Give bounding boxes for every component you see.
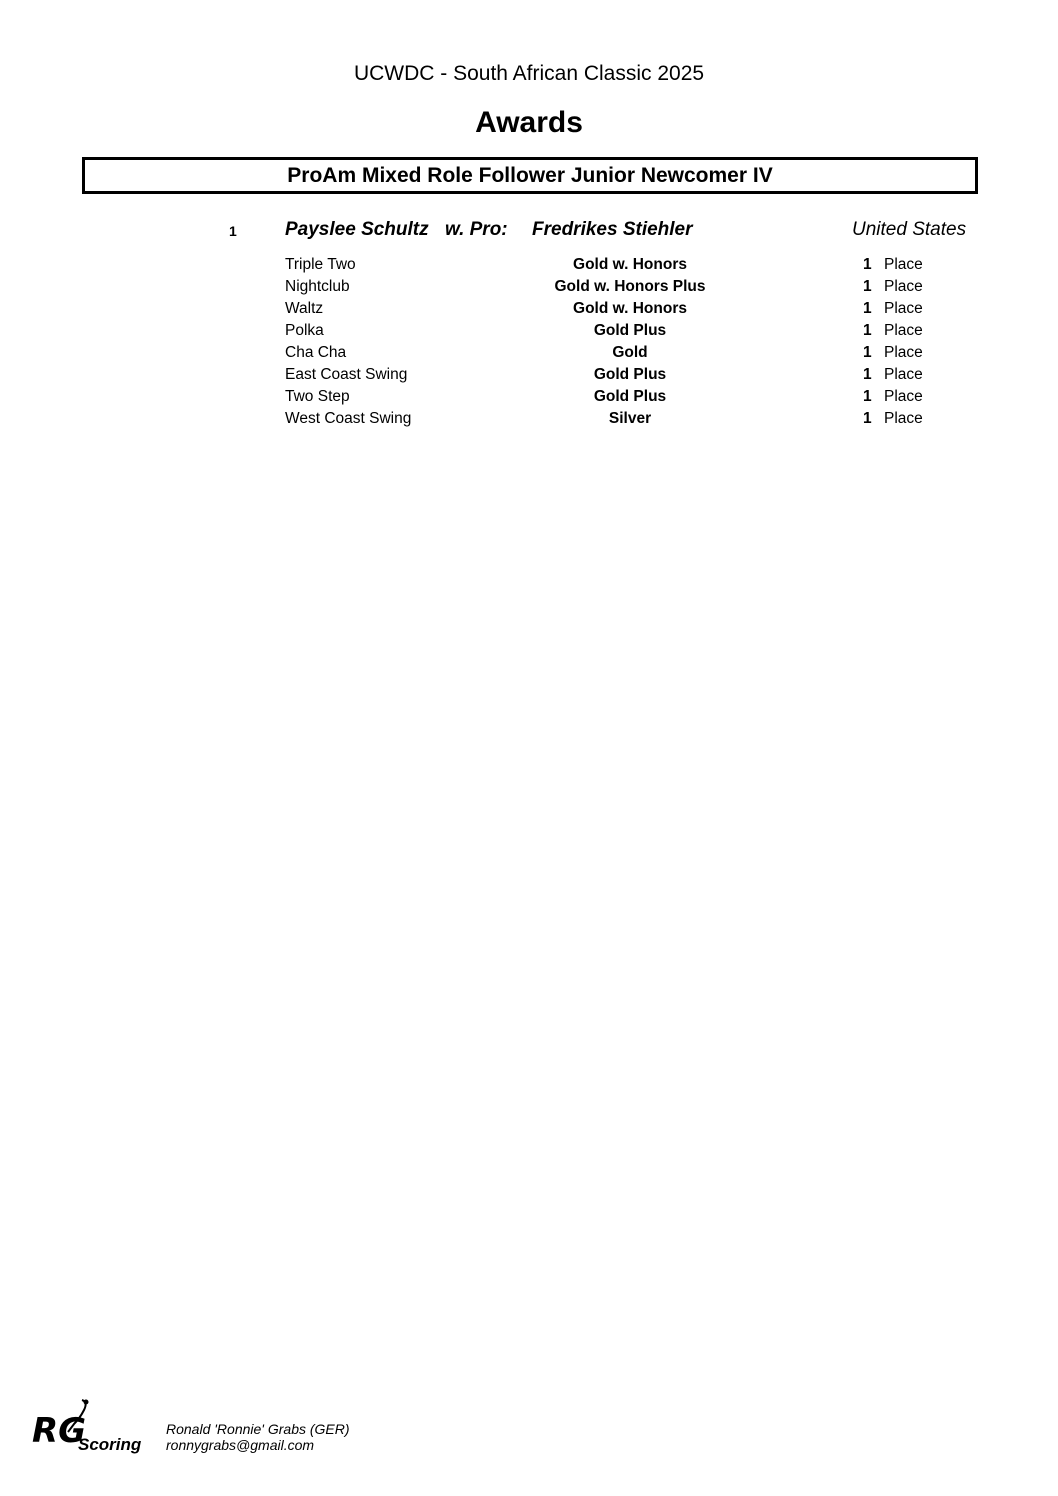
- result-place-label: Place: [884, 388, 923, 405]
- result-place: 1: [863, 300, 872, 317]
- result-dance: West Coast Swing: [285, 410, 412, 427]
- entry-name: Payslee Schultz: [285, 219, 429, 240]
- result-dance: Two Step: [285, 388, 350, 405]
- result-place-label: Place: [884, 344, 923, 361]
- footer-email: ronnygrabs@gmail.com: [166, 1437, 315, 1453]
- entry-header: [0, 219, 1058, 243]
- rg-scoring-logo: [30, 1398, 155, 1458]
- result-place: 1: [863, 278, 872, 295]
- result-award: Gold Plus: [593, 388, 667, 405]
- result-dance: Waltz: [285, 300, 324, 317]
- result-award: Silver: [608, 410, 652, 427]
- result-row: [0, 278, 1058, 300]
- result-award: Gold w. Honors: [573, 256, 687, 273]
- result-place: 1: [863, 366, 872, 383]
- result-row: [0, 410, 1058, 432]
- result-award: Gold: [612, 344, 648, 361]
- result-row: [0, 366, 1058, 388]
- result-row: [0, 256, 1058, 278]
- result-place-label: Place: [884, 366, 923, 383]
- results-list: [0, 256, 1058, 432]
- category-title: ProAm Mixed Role Follower Junior Newcomer IV: [82, 157, 978, 194]
- result-dance: Nightclub: [285, 278, 350, 295]
- result-row: [0, 388, 1058, 410]
- footer-credit: [166, 1421, 350, 1453]
- result-dance: East Coast Swing: [285, 366, 408, 383]
- entry-pro-name: Fredrikes Stiehler: [532, 219, 693, 240]
- result-award: Gold Plus: [593, 366, 667, 383]
- footer-author: Ronald 'Ronnie' Grabs (GER): [166, 1421, 350, 1437]
- result-place: 1: [863, 388, 872, 405]
- result-place-label: Place: [884, 322, 923, 339]
- result-award: Gold w. Honors Plus: [554, 278, 706, 295]
- result-place-label: Place: [884, 300, 923, 317]
- result-award: Gold Plus: [593, 322, 667, 339]
- result-place: 1: [863, 322, 872, 339]
- result-place-label: Place: [884, 256, 923, 273]
- logo-text: Scoring: [78, 1435, 142, 1454]
- result-dance: Polka: [285, 322, 324, 339]
- result-dance: Triple Two: [285, 256, 356, 273]
- entry-country: United States: [852, 219, 967, 240]
- result-place: 1: [863, 256, 872, 273]
- entry-with-label: w. Pro:: [445, 219, 508, 240]
- result-row: [0, 322, 1058, 344]
- entry-rank: 1: [229, 223, 237, 239]
- result-dance: Cha Cha: [285, 344, 347, 361]
- logo-initials: RG: [32, 1411, 87, 1451]
- event-title: UCWDC - South African Classic 2025: [353, 62, 705, 85]
- result-place: 1: [863, 410, 872, 427]
- result-place-label: Place: [884, 410, 923, 427]
- result-row: [0, 300, 1058, 322]
- result-award: Gold w. Honors: [573, 300, 687, 317]
- result-row: [0, 344, 1058, 366]
- result-place-label: Place: [884, 278, 923, 295]
- page-title: Awards: [475, 106, 583, 139]
- result-place: 1: [863, 344, 872, 361]
